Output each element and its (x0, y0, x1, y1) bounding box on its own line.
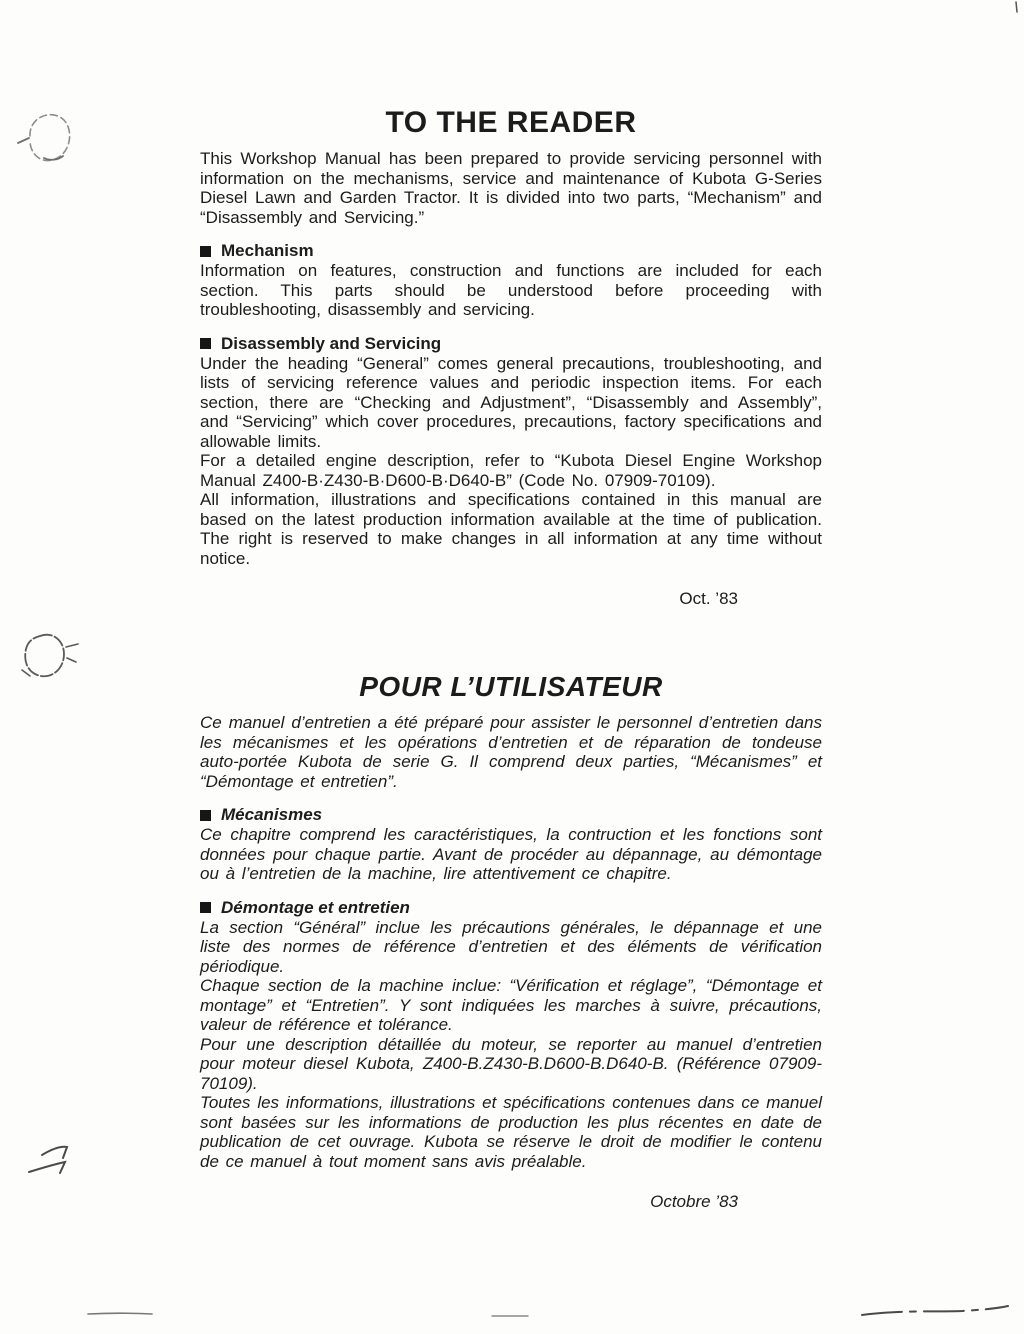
pen-dash-bottom-left-icon (88, 1313, 152, 1314)
pen-circle-top-left-tail-icon (18, 138, 63, 160)
english-engine-reference-paragraph: For a detailed engine description, refer to “Kubota Diesel Engine Workshop Manual Z400-B·Z430-B·D600-B·D640-B” (Code No. 07909-70109). (200, 451, 822, 490)
english-disclaimer-paragraph: All information, illustrations and specifications contained in this manual are based on the latest production information available at the time of publication. The right is reserved to make changes in all information at any time without notice. (200, 490, 822, 568)
section-mecanismes-body: Ce chapitre comprend les caractéristiques, la contruction et les fonctions sont données pour chaque partie. Avant de procéder au dépannage, au démontage ou à l’entretien de la machine, lire attentivement ce chapitre. (200, 825, 822, 883)
bullet-square-icon (200, 810, 211, 821)
french-intro-paragraph: Ce manuel d’entretien a été préparé pour assister le personnel d’entretien dans les mécanismes et les opérations d’entretien et de réparation de tondeuse auto-portée Kubota de serie G. Il comprend deux parties, “Mécanismes” et “Démontage et entretien”. (200, 713, 822, 791)
section-disassembly (200, 334, 822, 452)
section-demontage-body-1: La section “Général” inclue les précautions générales, le dépannage et une liste des normes de référence d’entretien et des éléments de vérification périodique. (200, 917, 822, 976)
page-title-english: TO THE READER (385, 106, 637, 139)
section-mechanism-heading (200, 241, 822, 261)
section-mechanism-heading-label: Mechanism (221, 241, 314, 260)
page-content (200, 0, 822, 1212)
section-mecanismes-heading-label: Mécanismes (221, 805, 323, 824)
bullet-square-icon (200, 338, 211, 349)
english-date: Oct. ’83 (679, 589, 738, 608)
section-disassembly-heading (200, 334, 822, 354)
scan-speck-top-right-icon (1016, 2, 1017, 12)
section-demontage-heading-label: Démontage et entretien (221, 897, 410, 917)
section-demontage-body-2: Chaque section de la machine inclue: “Vérification et réglage”, “Démontage et montage” et “Entretien”. Y sont indiquées les marches à suivre, précautions, valeur de référence et tolérance. (200, 976, 822, 1034)
bullet-square-icon (200, 902, 211, 913)
section-demontage-heading (200, 898, 822, 918)
french-engine-reference-paragraph: Pour une description détaillée du moteur, se reporter au manuel d’entretien pour moteur diesel Kubota, Z400-B.Z430-B.D600-B.D640-B. (Référence 07909-70109). (200, 1034, 822, 1093)
section-demontage (200, 898, 822, 1035)
section-disassembly-body: Under the heading “General” comes general precautions, troubleshooting, and lists of servicing reference values and periodic inspection items. For each section, there are “Checking and Adjustment”, “Disassembly and Assembly”, and “Servicing” which cover procedures, precautions, factory specifications and allowable limits. (200, 353, 822, 451)
french-date: Octobre ’83 (650, 1192, 738, 1211)
section-mecanismes (200, 805, 822, 884)
pen-circle-mid-left-tick-icon (22, 644, 78, 676)
page-title-french: POUR L’UTILISATEUR (359, 671, 663, 702)
pen-underline-bottom-right-icon (862, 1306, 1008, 1315)
section-mechanism (200, 241, 822, 320)
pen-circle-top-left-icon (30, 115, 70, 161)
english-block (200, 106, 822, 609)
bullet-square-icon (200, 246, 211, 257)
french-disclaimer-paragraph: Toutes les informations, illustrations et spécifications contenues dans ce manuel sont basées sur les informations de production les plus récentes en date de publication de cet ouvrage. Kubota se réserve le droit de modifier le contenu de ce manuel à tout moment sans avis préalable. (200, 1093, 822, 1171)
pen-scribble-bottom-left-icon (29, 1147, 67, 1173)
pen-circle-mid-left-icon (25, 635, 64, 677)
french-block (200, 671, 822, 1212)
section-mecanismes-heading (200, 805, 822, 825)
section-mechanism-body: Information on features, construction and functions are included for each section. This parts should be understood before proceeding with troubleshooting, disassembly and servicing. (200, 261, 822, 319)
section-disassembly-heading-label: Disassembly and Servicing (221, 333, 442, 353)
english-intro-paragraph: This Workshop Manual has been prepared to provide servicing personnel with information on the mechanisms, service and maintenance of Kubota G-Series Diesel Lawn and Garden Tractor. It is divided into two parts, “Mechanism” and “Disassembly and Servicing.” (200, 149, 822, 227)
